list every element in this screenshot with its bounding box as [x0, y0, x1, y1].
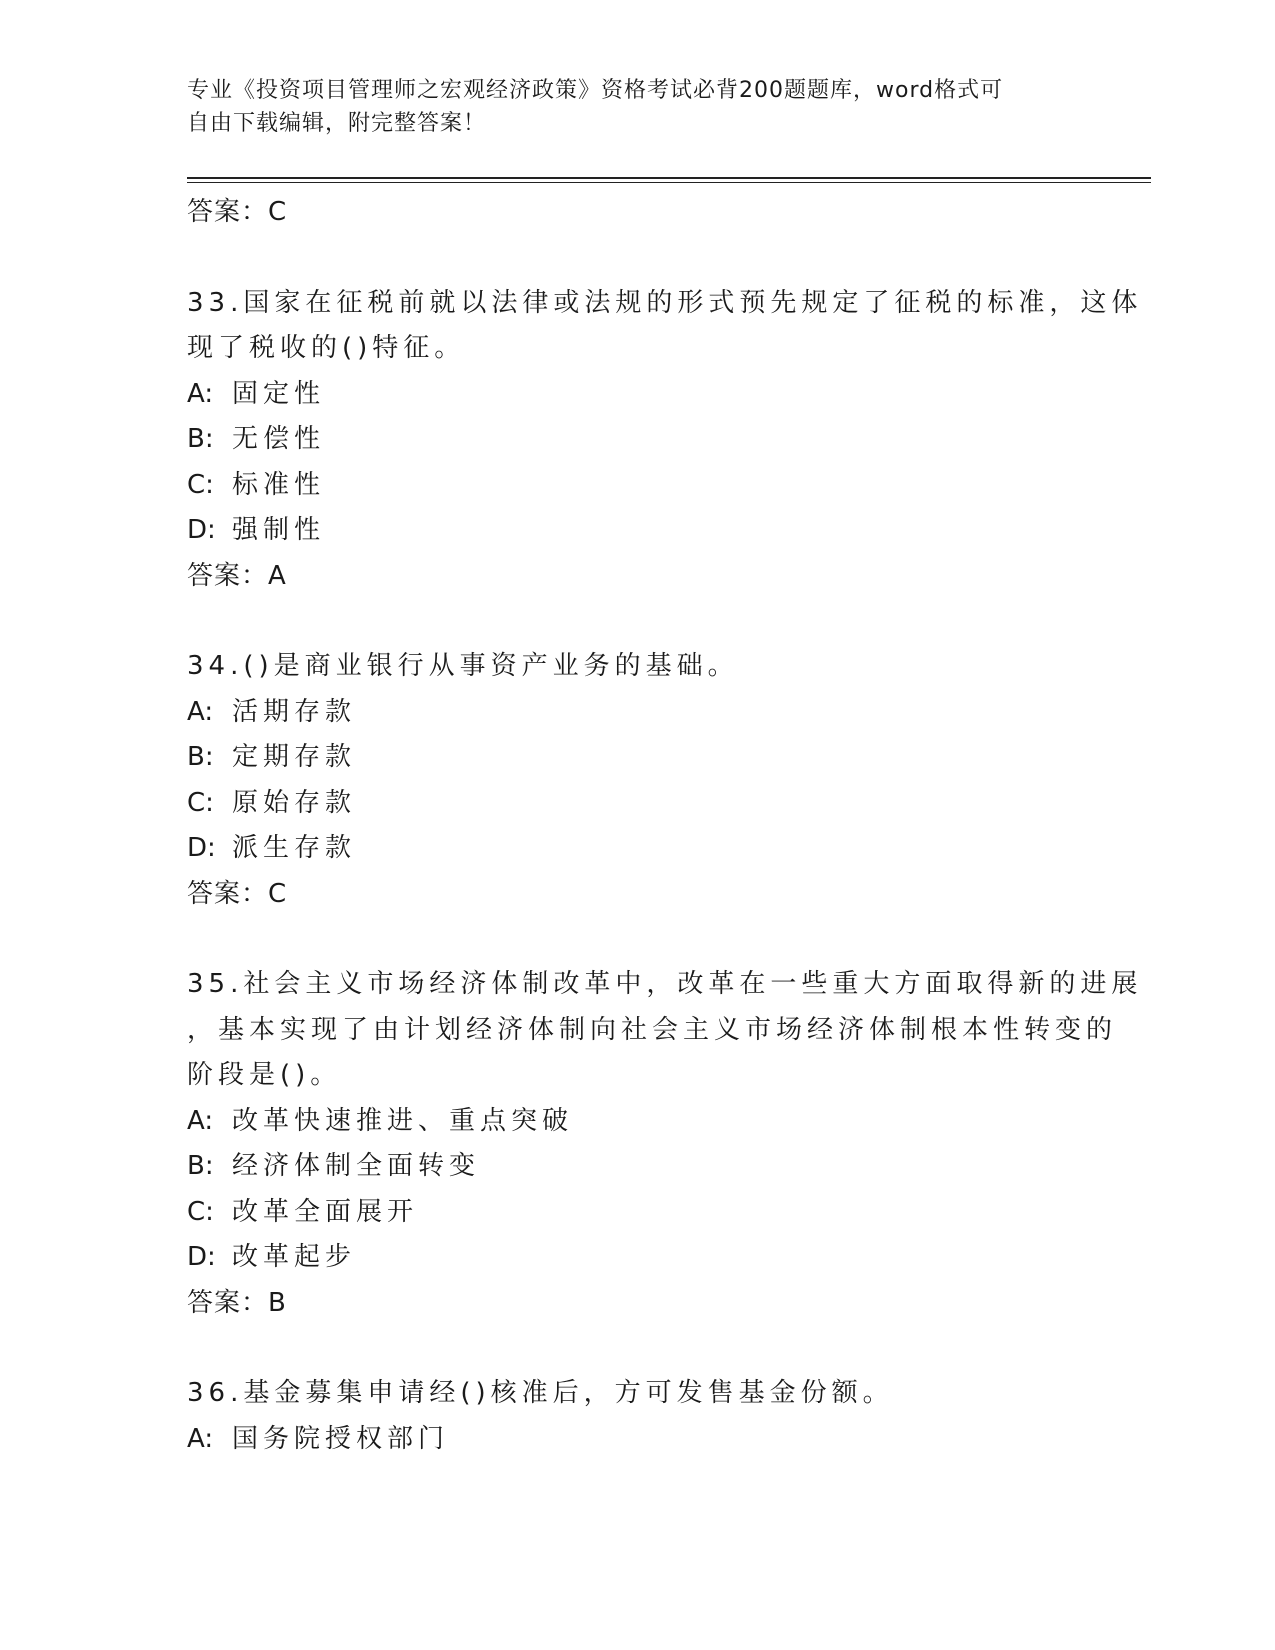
document-header [187, 74, 1067, 140]
option-label: B: [187, 1151, 214, 1181]
option-text: 改革全面展开 [232, 1196, 419, 1227]
option-label: D: [187, 1242, 216, 1272]
option-row [187, 508, 1087, 554]
question-gap [187, 236, 1087, 281]
option-text: 派生存款 [232, 833, 357, 863]
option-label: D: [187, 833, 216, 863]
question-stem-line: ，基本实现了由计划经济体制向社会主义市场经济体制根本性转变的 [187, 1014, 1118, 1045]
option-text: 活期存款 [232, 696, 357, 727]
option-label: A: [187, 1423, 214, 1454]
option-label: D: [187, 515, 216, 545]
question-list [187, 236, 1143, 1463]
question-gap [187, 599, 1087, 644]
question-block [187, 1371, 1087, 1462]
option-text: 强制性 [232, 515, 326, 545]
option-text: 原始存款 [232, 787, 357, 818]
option-row [187, 735, 1087, 781]
question-gap [187, 917, 1087, 962]
question-stem-line: 33.国家在征税前就以法律或法规的形式预先规定了征税的标准，这体 [187, 287, 1143, 318]
option-label: C: [187, 787, 214, 818]
question-stem-line: 34.()是商业银行从事资产业务的基础。 [187, 651, 739, 681]
option-row [187, 826, 1087, 872]
option-label: A: [187, 696, 214, 727]
option-row [187, 1190, 1087, 1236]
option-text: 无偿性 [232, 424, 326, 454]
option-row [187, 1144, 1087, 1190]
header-line-2: 自由下载编辑，附完整答案！ [187, 111, 487, 136]
option-row [187, 690, 1087, 736]
option-label: A: [187, 1105, 214, 1136]
question-block [187, 644, 1087, 917]
header-line-1: 专业《投资项目管理师之宏观经济政策》资格考试必背200题题库，word格式可 [187, 78, 1004, 103]
option-label: C: [187, 1196, 214, 1227]
option-text: 定期存款 [232, 742, 357, 772]
option-text: 固定性 [232, 378, 326, 409]
option-label: B: [187, 424, 214, 454]
option-text: 标准性 [232, 469, 326, 500]
question-gap [187, 1326, 1087, 1371]
option-label: A: [187, 378, 214, 409]
answer-line: 答案：C [187, 878, 288, 909]
answer-line: 答案：B [187, 1287, 287, 1318]
question-stem-line: 36.基金募集申请经()核准后，方可发售基金份额。 [187, 1378, 894, 1408]
option-text: 改革快速推进、重点突破 [232, 1105, 574, 1136]
option-label: B: [187, 742, 214, 772]
header-rule-thin [187, 182, 1151, 183]
option-row [187, 781, 1087, 827]
option-text: 国务院授权部门 [232, 1423, 450, 1454]
option-row [187, 1099, 1087, 1145]
header-rule-thick [187, 177, 1151, 179]
question-stem-line: 35.社会主义市场经济体制改革中，改革在一些重大方面取得新的进展 [187, 969, 1143, 999]
option-text: 改革起步 [232, 1242, 357, 1272]
option-row [187, 463, 1087, 509]
option-row [187, 1235, 1087, 1281]
question-block [187, 281, 1143, 600]
option-text: 经济体制全面转变 [232, 1151, 481, 1181]
question-content [187, 190, 1143, 1462]
option-row [187, 1417, 1087, 1463]
option-row [187, 372, 1087, 418]
option-label: C: [187, 469, 214, 500]
answer-line: 答案：A [187, 560, 287, 591]
question-block [187, 962, 1143, 1326]
answer-line: 答案：C [187, 197, 288, 227]
question-stem-line: 阶段是()。 [187, 1060, 342, 1090]
question-stem-line: 现了税收的()特征。 [187, 333, 466, 363]
option-row [187, 417, 1087, 463]
